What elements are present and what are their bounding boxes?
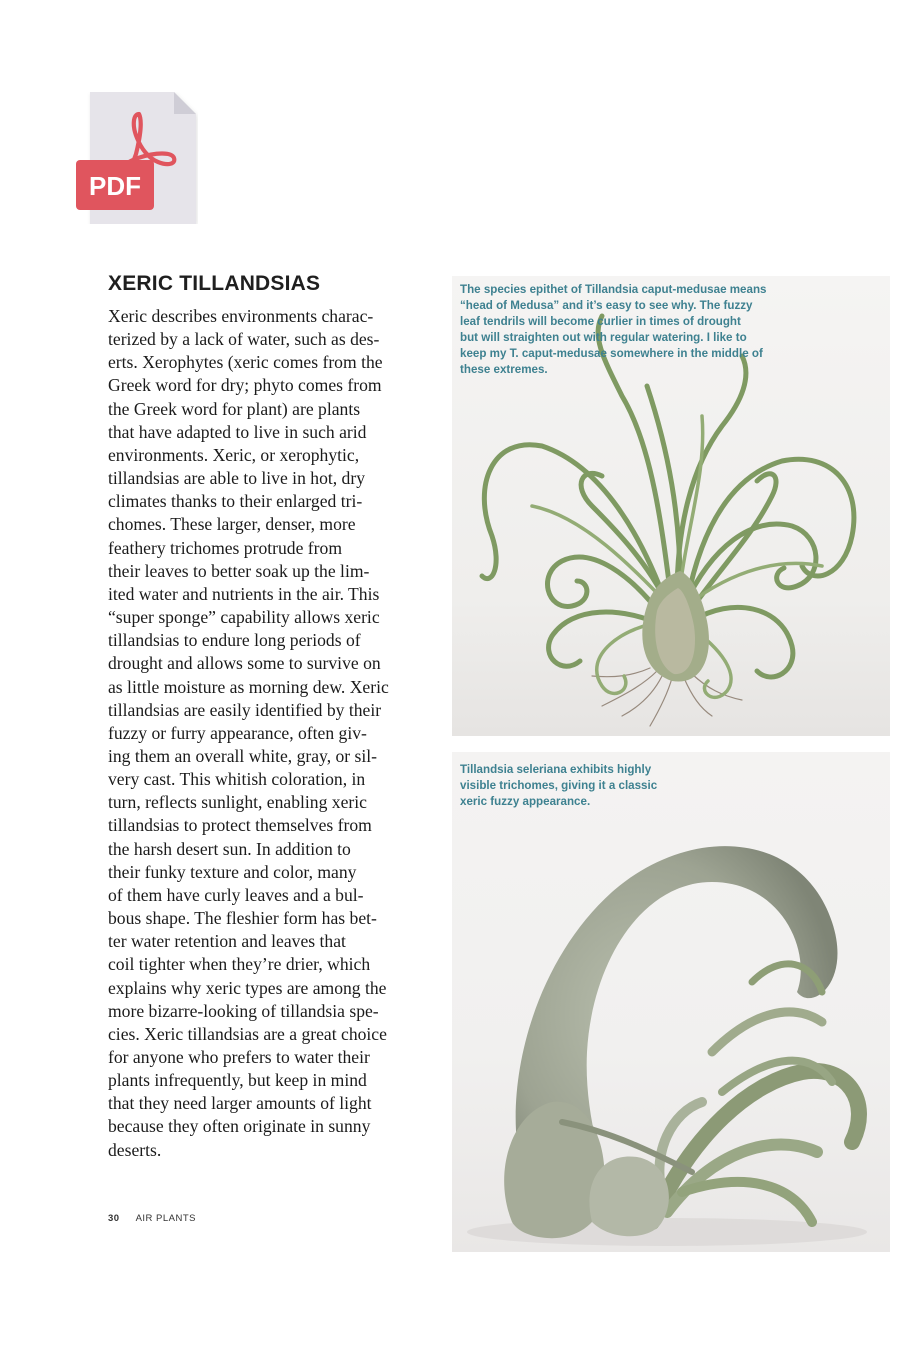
- body-line: tillandsias to protect themselves from: [108, 815, 372, 836]
- caption-line: visible trichomes, giving it a classic: [460, 779, 658, 792]
- caption-line: keep my T. caput-medusae somewhere in the middle of: [460, 347, 763, 360]
- body-line: tillandsias to endure long periods of: [108, 630, 361, 651]
- body-line: Greek word for dry; phyto comes from: [108, 375, 382, 396]
- caption-line: but will straighten out with regular watering. I like to: [460, 331, 747, 344]
- body-line: “super sponge” capability allows xeric: [108, 607, 380, 628]
- body-line: that have adapted to live in such arid: [108, 421, 367, 442]
- caption-line: leaf tendrils will become curlier in times of drought: [460, 315, 741, 328]
- page-footer: [108, 1213, 196, 1224]
- body-line: terized by a lack of water, such as des-: [108, 329, 380, 350]
- caption-line: Tillandsia seleriana exhibits highly: [460, 763, 652, 776]
- body-line: explains why xeric types are among the: [108, 977, 387, 998]
- body-line: fuzzy or furry appearance, often giv-: [108, 722, 367, 743]
- body-line: the harsh desert sun. In addition to: [108, 838, 351, 859]
- body-line: plants infrequently, but keep in mind: [108, 1070, 367, 1091]
- body-line: chomes. These larger, denser, more: [108, 514, 356, 535]
- body-line: tillandsias are able to live in hot, dry: [108, 468, 365, 489]
- body-line: as little moisture as morning dew. Xeric: [108, 676, 389, 697]
- caption-line: The species epithet of Tillandsia caput-medusae means: [460, 283, 767, 296]
- seleriana-photo: [452, 752, 890, 1252]
- caput-medusae-caption: [460, 282, 766, 378]
- pdf-file-icon[interactable]: [76, 92, 198, 224]
- page-number: 30: [108, 1213, 120, 1224]
- body-line: feathery trichomes protrude from: [108, 537, 343, 558]
- body-line: cies. Xeric tillandsias are a great choice: [108, 1023, 387, 1044]
- body-line: ter water retention and leaves that: [108, 931, 346, 952]
- body-line: coil tighter when they’re drier, which: [108, 954, 371, 975]
- pdf-label: PDF: [89, 171, 141, 201]
- body-text: [108, 305, 438, 1162]
- body-line: deserts.: [108, 1139, 162, 1160]
- body-line: the Greek word for plant) are plants: [108, 398, 361, 419]
- body-line: environments. Xeric, or xerophytic,: [108, 444, 360, 465]
- body-line: because they often originate in sunny: [108, 1116, 371, 1137]
- caption-line: xeric fuzzy appearance.: [460, 795, 591, 808]
- body-line: bous shape. The fleshier form has bet-: [108, 908, 377, 929]
- body-line: ing them an overall white, gray, or sil-: [108, 745, 378, 766]
- seleriana-caption: [460, 762, 657, 810]
- body-line: Xeric describes environments charac-: [108, 306, 374, 326]
- body-line: turn, reflects sunlight, enabling xeric: [108, 792, 367, 813]
- body-line: erts. Xerophytes (xeric comes from the: [108, 352, 383, 373]
- caption-line: “head of Medusa” and it’s easy to see why. The fuzzy: [460, 299, 753, 312]
- running-title: AIR PLANTS: [135, 1213, 197, 1224]
- body-line: ited water and nutrients in the air. This: [108, 583, 380, 604]
- caput-medusae-photo: [452, 276, 890, 736]
- body-line: their funky texture and color, many: [108, 861, 357, 882]
- body-line: more bizarre-looking of tillandsia spe-: [108, 1000, 379, 1021]
- body-line: for anyone who prefers to water their: [108, 1047, 370, 1067]
- body-line: that they need larger amounts of light: [108, 1093, 372, 1114]
- seleriana-illustration: [452, 752, 890, 1252]
- body-line: very cast. This whitish coloration, in: [108, 769, 366, 790]
- section-heading: XERIC TILLANDSIAS: [108, 272, 321, 295]
- body-line: of them have curly leaves and a bul-: [108, 884, 364, 905]
- pdf-icon-graphic: [76, 92, 198, 224]
- body-line: climates thanks to their enlarged tri-: [108, 491, 363, 512]
- body-line: tillandsias are easily identified by their: [108, 699, 382, 720]
- body-line: drought and allows some to survive on: [108, 653, 381, 674]
- body-line: their leaves to better soak up the lim-: [108, 560, 370, 581]
- caption-line: these extremes.: [460, 363, 548, 376]
